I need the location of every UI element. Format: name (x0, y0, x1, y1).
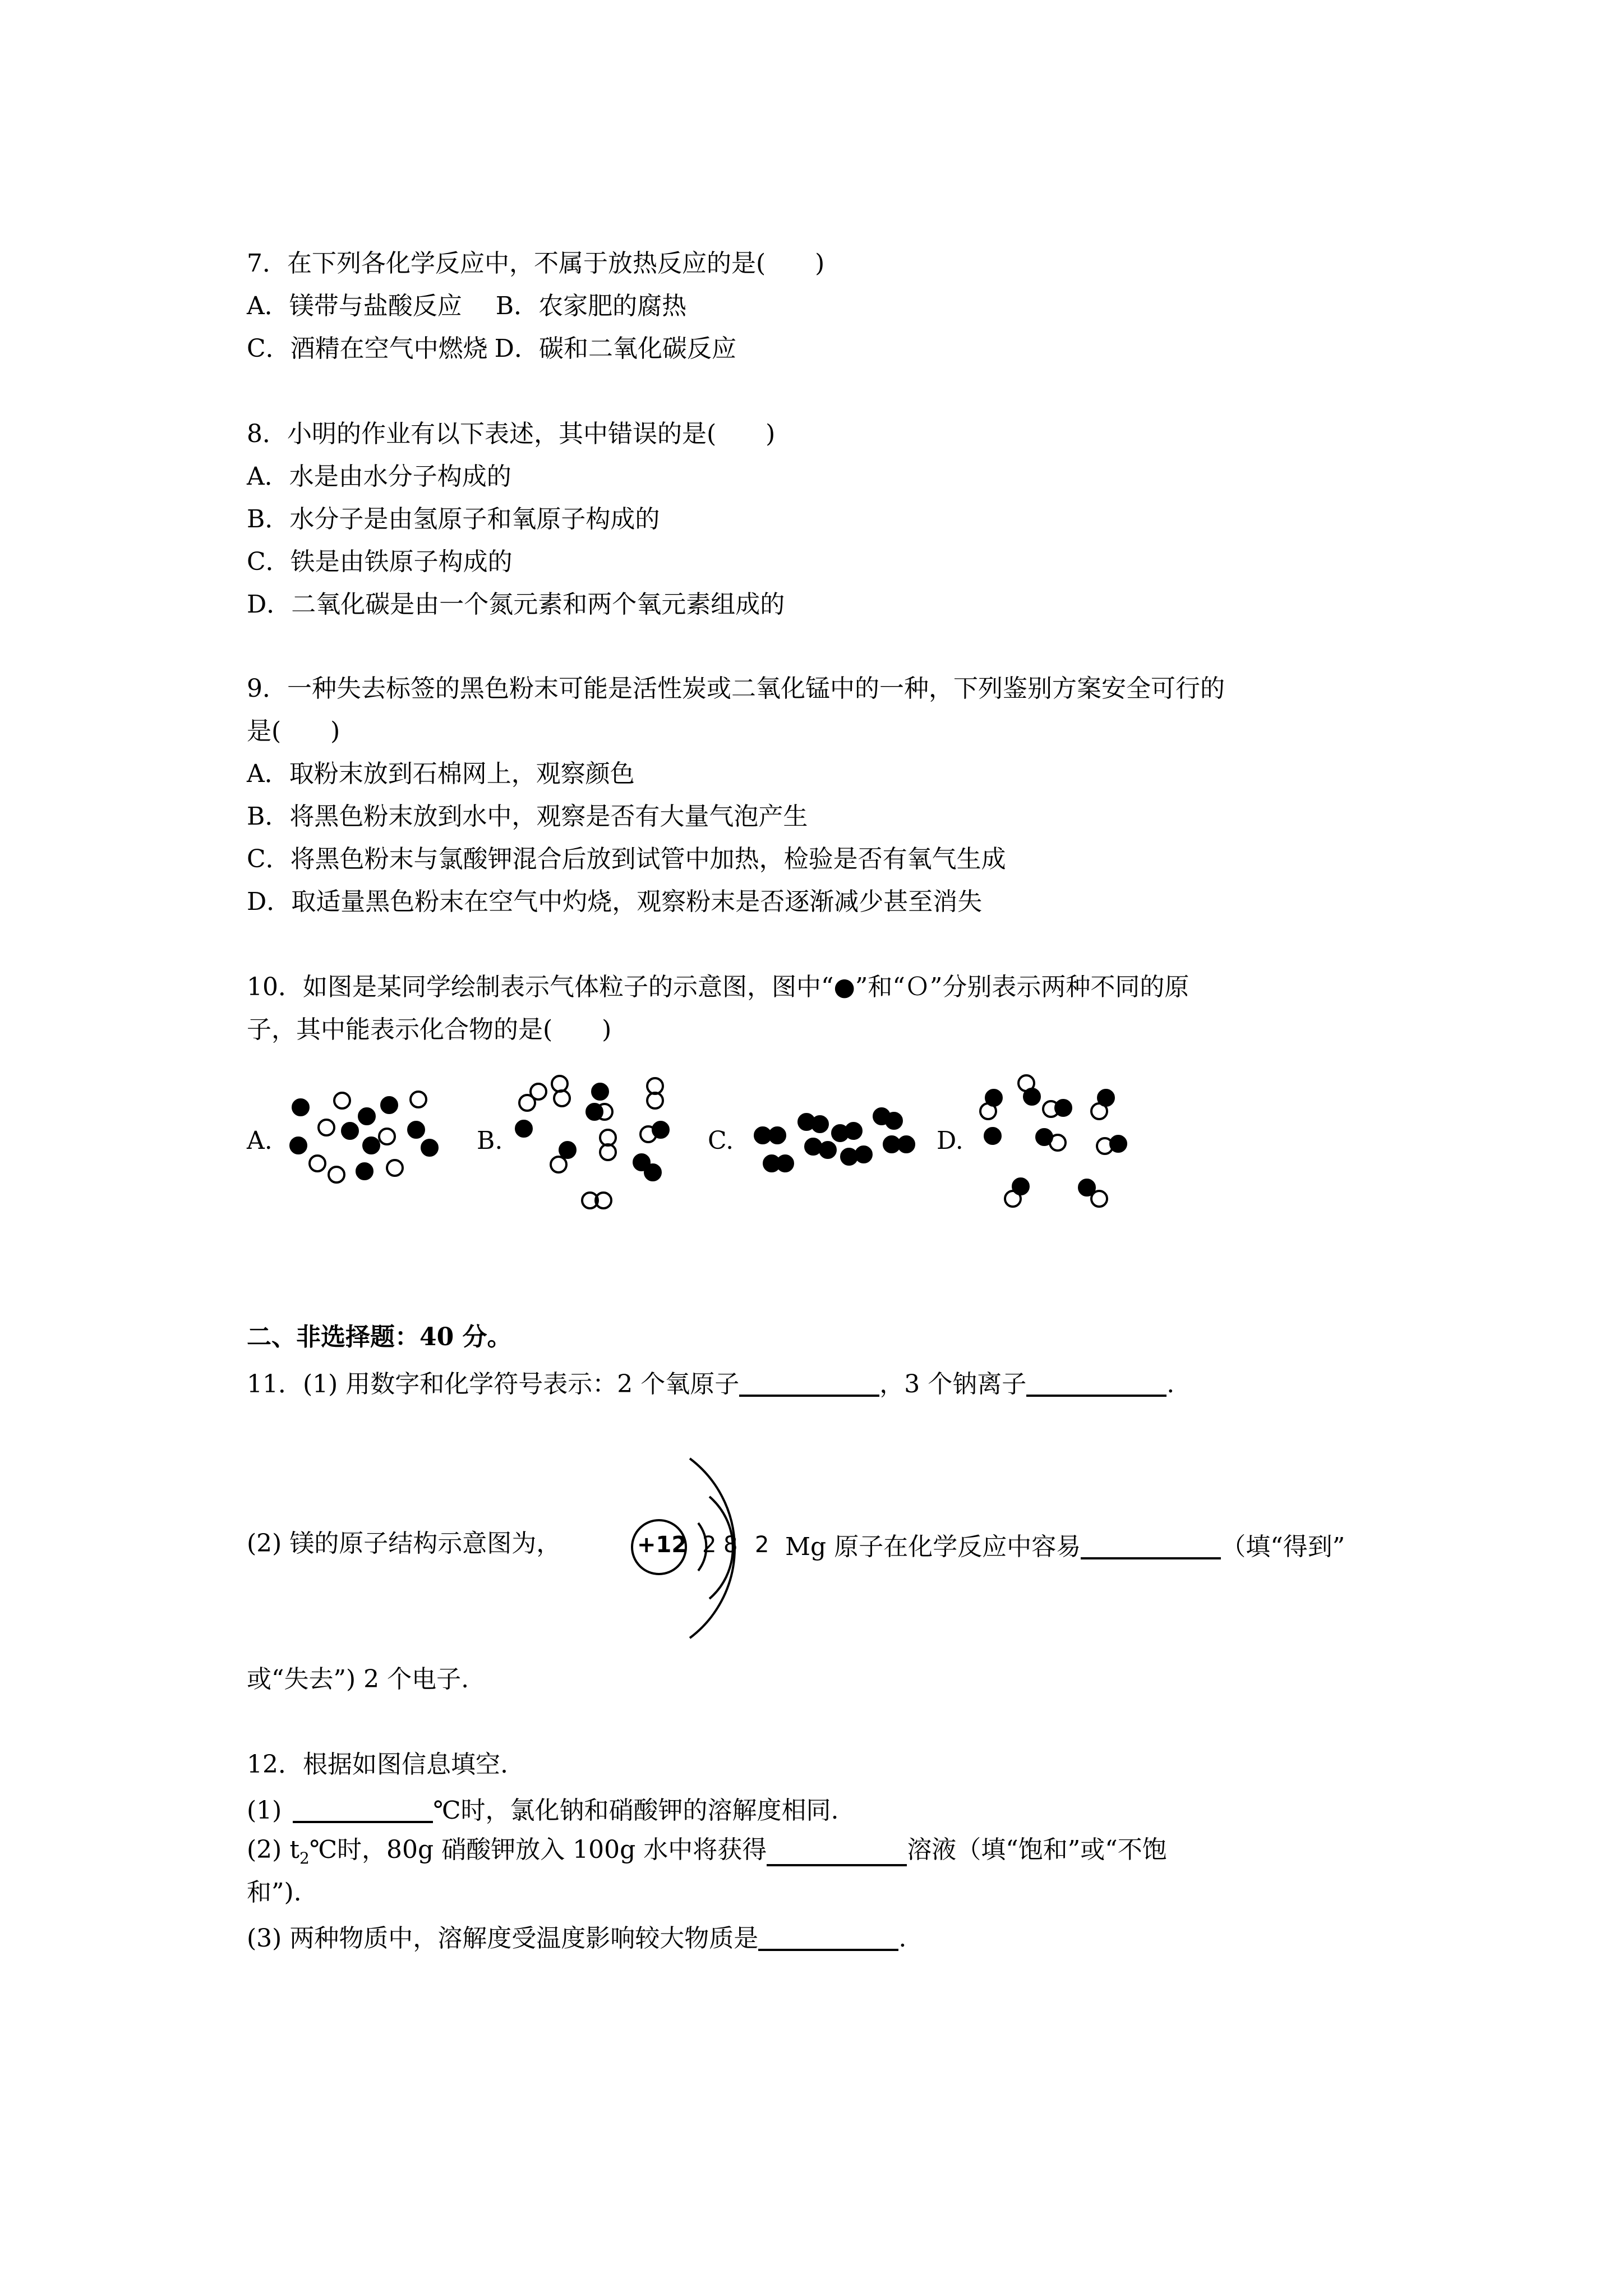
q12-part3-end: . (898, 1924, 907, 1953)
q10-label-c: C. (708, 1126, 734, 1155)
q7-option-c: C．酒精在空气中燃烧 (247, 334, 488, 363)
q8-option-d: D．二氧化碳是由一个氮元素和两个氧元素组成的 (247, 590, 785, 619)
mg-shell-1: 2 (702, 1532, 717, 1558)
q11-blank-sodium-ions[interactable] (1026, 1369, 1166, 1397)
q8-option-c: C．铁是由铁原子构成的 (247, 547, 513, 576)
q12-part1 (247, 1795, 839, 1823)
q10-diagram-a (292, 1083, 449, 1206)
q11-part1 (247, 1369, 1174, 1397)
q12-blank-temperature[interactable] (293, 1795, 433, 1823)
q10-diagram-b (516, 1066, 684, 1223)
q11-part1-text-a: 11．(1) 用数字和化学符号表示：2 个氧原子 (247, 1370, 740, 1398)
q12-part1-text: ℃时，氯化钠和硝酸钾的溶解度相同. (433, 1796, 839, 1825)
q9-stem-line1: 9．一种失去标签的黑色粉末可能是活性炭或二氧化锰中的一种，下列鉴别方案安全可行的 (247, 674, 1225, 703)
q12-part2-subscript: 2 (299, 1848, 310, 1867)
mg-shell-2: 8 (723, 1532, 738, 1558)
q7-stem: 7．在下列各化学反应中，不属于放热反应的是( ) (247, 249, 825, 278)
q11-part2-text-b: Mg 原子在化学反应中容易 (785, 1533, 1081, 1561)
q12-part1-label: (1) (247, 1796, 282, 1825)
q12-part2-text-a: ℃时，80g 硝酸钾放入 100g 水中将获得 (309, 1835, 767, 1864)
mg-atom-structure-diagram (628, 1436, 774, 1660)
q7-option-a: A．镁带与盐酸反应 (247, 292, 462, 320)
q9-option-c: C．将黑色粉末与氯酸钾混合后放到试管中加热，检验是否有氧气生成 (247, 845, 1006, 873)
q12-blank-substance[interactable] (758, 1923, 898, 1951)
q10-diagram-d (976, 1069, 1144, 1220)
mg-nucleus-charge: +12 (637, 1532, 688, 1558)
q9-stem-line2: 是( ) (247, 717, 340, 746)
q11-part1-text-b: ，3 个钠离子 (879, 1370, 1027, 1398)
q12-part3 (247, 1923, 906, 1951)
q10-label-d: D. (937, 1126, 963, 1155)
q7-options-cd (247, 334, 736, 363)
mg-shell-3: 2 (755, 1532, 769, 1558)
q10-stem-line2: 子，其中能表示化合物的是( ) (247, 1015, 612, 1044)
q11-part2-text-c: （填“得到” (1221, 1533, 1345, 1561)
q12-part2-cont: 和”). (247, 1878, 302, 1907)
q10-stem-line1: 10．如图是某同学绘制表示气体粒子的示意图，图中“●”和“Ｏ”分别表示两种不同的原 (247, 973, 1189, 1001)
q12-part2 (247, 1835, 1167, 1867)
q10-diagram-c (751, 1094, 920, 1178)
q11-part2-lead: (2) 镁的原子结构示意图为， (247, 1529, 561, 1558)
q9-option-d: D．取适量黑色粉末在空气中灼烧，观察粉末是否逐渐减少甚至消失 (247, 887, 983, 916)
q9-option-a: A．取粉末放到石棉网上，观察颜色 (247, 760, 635, 788)
section-2-title: 二、非选择题：40 分。 (247, 1323, 512, 1351)
q7-option-d: D．碳和二氧化碳反应 (494, 334, 736, 363)
q12-part3-text: (3) 两种物质中，溶解度受温度影响较大物质是 (247, 1924, 759, 1953)
q12-part2-label: (2) t (247, 1835, 299, 1864)
q11-part2-line3: 或“失去”) 2 个电子. (247, 1665, 469, 1694)
q9-option-b: B．将黑色粉末放到水中，观察是否有大量气泡产生 (247, 802, 808, 831)
q11-blank-electrons[interactable] (1081, 1531, 1221, 1559)
q12-stem: 12．根据如图信息填空. (247, 1750, 508, 1779)
q11-part1-text-c: . (1166, 1370, 1175, 1398)
q8-stem: 8．小明的作业有以下表述，其中错误的是( ) (247, 420, 776, 448)
q8-option-a: A．水是由水分子构成的 (247, 462, 511, 491)
q11-blank-oxygen-atoms[interactable] (739, 1369, 879, 1397)
q10-label-b: B. (477, 1126, 503, 1155)
q8-option-b: B．水分子是由氢原子和氧原子构成的 (247, 505, 660, 533)
q10-label-a: A. (247, 1126, 273, 1155)
q12-blank-solution-type[interactable] (767, 1838, 907, 1866)
q7-options-ab (247, 294, 686, 319)
q11-part2-tail (785, 1531, 1345, 1559)
q7-option-b: B．农家肥的腐热 (495, 292, 687, 320)
q12-part2-text-b: 溶液（填“饱和”或“不饱 (907, 1835, 1167, 1864)
